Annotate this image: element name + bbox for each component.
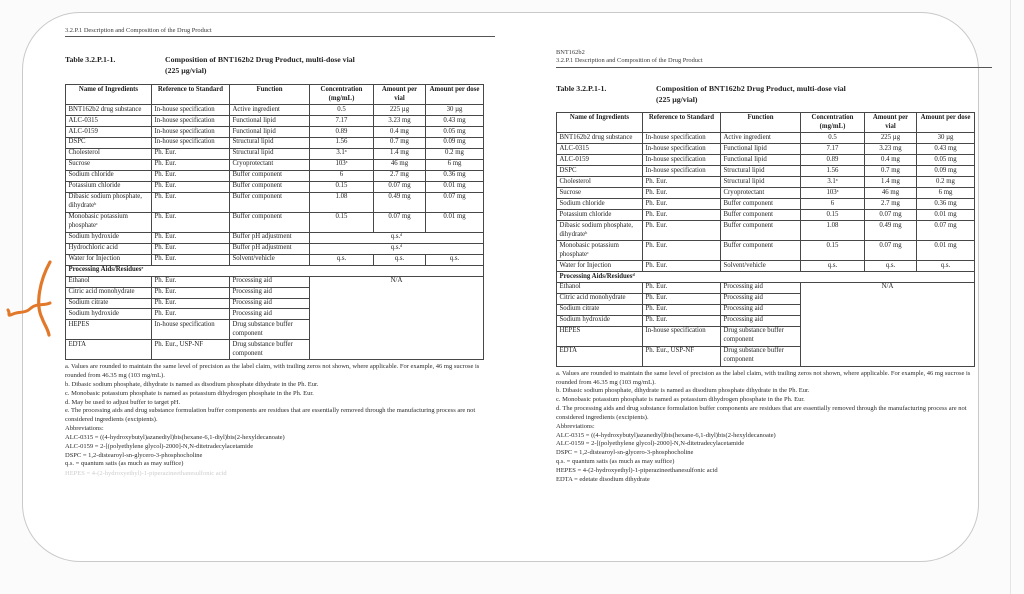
table-row	[557, 261, 975, 272]
table-cell: Sodium chloride	[557, 199, 643, 210]
table-row	[557, 133, 975, 144]
table-cell: DSPC	[557, 166, 643, 177]
table-cell: 0.15	[310, 181, 374, 192]
table-row	[557, 210, 975, 221]
table-cell: Ethanol	[66, 276, 152, 287]
table-cell: Function	[721, 113, 801, 133]
table-cell: In-house specification	[643, 166, 721, 177]
running-header-right: 3.2.P.1 Description and Composition of the Drug Product	[556, 57, 703, 65]
table-cell: 225 µg	[374, 105, 426, 116]
table-cell: Name of Ingredients	[66, 85, 152, 105]
footnote-line: Abbreviations:	[556, 422, 595, 430]
table-cell: Ph. Eur.	[643, 188, 721, 199]
table-row	[557, 241, 975, 261]
footnote-line: a. Values are rounded to maintain the same level of precision as the label claim, with trailing zeros not shown, where applicable. For example, 46 mg sucrose is rounded from 46.35 mg (103 mg/mL).	[556, 369, 971, 386]
table-cell: In-house specification	[152, 137, 230, 148]
table-cell: Amount per dose	[917, 113, 975, 133]
table-cell: 30 µg	[917, 133, 975, 144]
table-cell: 0.01 mg	[426, 212, 484, 232]
table-row	[66, 232, 484, 243]
table-title-line2-right: (225 µg/vial)	[656, 94, 698, 104]
composition-table-right	[556, 112, 975, 366]
table-cell: Ph. Eur.	[643, 177, 721, 188]
table-cell: 6	[801, 199, 865, 210]
footnotes-right	[556, 370, 992, 485]
table-cell: Structural lipid	[230, 137, 310, 148]
footnote-line: ALC-0159 = 2-[(polyethylene glycol)-2000]-N,N-ditetradecylacetamide	[556, 440, 745, 448]
table-cell: 0.05 mg	[917, 155, 975, 166]
table-cell: EDTA	[557, 346, 643, 366]
cutoff-text-left: HEPES = 4-(2-hydroxyethyl)-1-piperazineethanesulfonic acid	[65, 470, 227, 478]
table-cell: In-house specification	[643, 144, 721, 155]
table-cell: Sodium citrate	[557, 304, 643, 315]
table-cell: 46 mg	[374, 159, 426, 170]
table-title-right	[656, 84, 846, 106]
table-cell: Hydrochloric acid	[66, 243, 152, 254]
table-cell: Ph. Eur.	[152, 298, 230, 309]
table-cell: Ph. Eur.	[152, 212, 230, 232]
table-cell: Amount per vial	[865, 113, 917, 133]
table-cell: In-house specification	[152, 105, 230, 116]
table-cell: 0.07 mg	[865, 241, 917, 261]
table-cell: Amount per dose	[426, 85, 484, 105]
footnote-line: q.s. = quantum satis (as much as may suffice)	[556, 458, 675, 465]
table-cell: 0.09 mg	[426, 137, 484, 148]
table-cell: 225 µg	[865, 133, 917, 144]
table-cell: Processing aid	[230, 309, 310, 320]
footnote-line: ALC-0315 = ((4-hydroxybutyl)azanediyl)bis(hexane-6,1-diyl)bis(2-hexyldecanoate)	[65, 433, 285, 441]
table-cell: Concentration (mg/mL)	[801, 113, 865, 133]
running-header-left: 3.2.P.1 Description and Composition of the Drug Product	[65, 27, 212, 34]
table-cell: 1.4 mg	[374, 148, 426, 159]
table-cell: Ph. Eur.	[152, 243, 230, 254]
table-cell: ALC-0315	[557, 144, 643, 155]
table-cell: 0.7 mg	[374, 137, 426, 148]
table-cell: Cholesterol	[66, 148, 152, 159]
table-cell: Buffer pH adjustment	[230, 232, 310, 243]
table-cell: q.s.	[801, 261, 865, 272]
table-cell: Ph. Eur.	[152, 287, 230, 298]
table-cell: Buffer component	[230, 181, 310, 192]
table-cell: Sucrose	[557, 188, 643, 199]
table-cell: 0.15	[801, 241, 865, 261]
table-cell: Ph. Eur.	[643, 241, 721, 261]
table-cell: Ph. Eur.	[643, 221, 721, 241]
table-cell: 0.07 mg	[865, 210, 917, 221]
table-cell: 30 µg	[426, 105, 484, 116]
table-cell: q.s.ᵈ	[310, 243, 484, 254]
table-cell: q.s.ᵈ	[310, 232, 484, 243]
table-cell: Ph. Eur.	[152, 232, 230, 243]
table-cell: In-house specification	[152, 127, 230, 138]
table-row	[557, 155, 975, 166]
table-cell: 0.36 mg	[426, 170, 484, 181]
footnote-line: c. Monobasic potassium phosphate is named as potassium dihydrogen phosphate in the Ph. Eur.	[65, 389, 314, 397]
table-cell: Ph. Eur.	[152, 309, 230, 320]
table-cell: Concentration (mg/mL)	[310, 85, 374, 105]
table-cell: Buffer component	[230, 212, 310, 232]
table-cell: Buffer component	[721, 241, 801, 261]
table-cell: Dibasic sodium phosphate, dihydrateᵇ	[66, 192, 152, 212]
table-cell: 0.15	[310, 212, 374, 232]
table-cell: Ph. Eur.	[643, 315, 721, 326]
table-cell: 3.1ᵃ	[801, 177, 865, 188]
table-cell: 1.08	[310, 192, 374, 212]
table-cell: Ph. Eur.	[152, 159, 230, 170]
table-cell: 0.07 mg	[374, 212, 426, 232]
table-cell: Ph. Eur.	[152, 254, 230, 265]
table-label-left: Table 3.2.P.1-1.	[65, 55, 116, 65]
table-cell: 0.07 mg	[917, 221, 975, 241]
table-row	[66, 192, 484, 212]
footnote-line: HEPES = 4-(2-hydroxyethyl)-1-piperazineethanesulfonic acid	[556, 466, 718, 474]
table-cell: Amount per vial	[374, 85, 426, 105]
table-row	[66, 159, 484, 170]
footnote-line: d. May be used to adjust buffer to target pH.	[65, 398, 181, 406]
table-cell: Buffer component	[721, 221, 801, 241]
table-cell: ALC-0159	[557, 155, 643, 166]
table-row	[66, 254, 484, 265]
table-title-left	[165, 55, 355, 77]
footnote-line: ALC-0159 = 2-[(polyethylene glycol)-2000]-N,N-ditetradecylacetamide	[65, 442, 254, 450]
table-cell: Ph. Eur.	[152, 181, 230, 192]
table-cell: Citric acid monohydrate	[66, 287, 152, 298]
table-cell: Structural lipid	[230, 148, 310, 159]
table-cell: EDTA	[66, 340, 152, 360]
table-cell: Buffer component	[230, 192, 310, 212]
right-document-page	[556, 49, 992, 484]
table-title-line1-left: Composition of BNT162b2 Drug Product, multi-dose vial	[165, 55, 355, 65]
table-cell: Sucrose	[66, 159, 152, 170]
table-row	[557, 188, 975, 199]
table-cell: Water for Injection	[557, 261, 643, 272]
left-document-page	[65, 27, 495, 477]
table-cell: 3.1ᵃ	[310, 148, 374, 159]
table-cell: 1.56	[310, 137, 374, 148]
table-cell: Drug substance buffer component	[721, 346, 801, 366]
table-cell: 6 mg	[426, 159, 484, 170]
table-row	[66, 212, 484, 232]
table-cell: Monobasic potassium phosphateᶜ	[557, 241, 643, 261]
table-row	[557, 166, 975, 177]
table-row	[66, 265, 484, 276]
table-cell: Monobasic potassium phosphateᶜ	[66, 212, 152, 232]
table-cell: Name of Ingredients	[557, 113, 643, 133]
table-cell: Processing aid	[721, 304, 801, 315]
right-edge-divider	[1010, 0, 1011, 594]
table-cell: Functional lipid	[230, 127, 310, 138]
table-cell: Ph. Eur.	[643, 199, 721, 210]
table-cell: Sodium chloride	[66, 170, 152, 181]
table-cell: 1.56	[801, 166, 865, 177]
table-cell: 7.17	[310, 116, 374, 127]
table-cell: Sodium hydroxide	[557, 315, 643, 326]
footnote-line: EDTA = edetate disodium dihydrate	[556, 475, 650, 483]
table-row	[66, 105, 484, 116]
table-cell: Functional lipid	[721, 155, 801, 166]
table-cell: Ph. Eur.	[152, 148, 230, 159]
table-cell: Ph. Eur.	[643, 282, 721, 293]
table-row	[66, 170, 484, 181]
table-cell: q.s.	[426, 254, 484, 265]
table-cell: Drug substance buffer component	[230, 320, 310, 340]
footnote-line: ALC-0315 = ((4-hydroxybutyl)azanediyl)bis(hexane-6,1-diyl)bis(2-hexyldecanoate)	[556, 431, 776, 439]
table-cell: 0.07 mg	[374, 181, 426, 192]
table-cell: Buffer component	[721, 210, 801, 221]
table-cell: Processing aid	[230, 298, 310, 309]
table-cell: 0.09 mg	[917, 166, 975, 177]
table-cell: Processing aid	[230, 287, 310, 298]
table-cell: 0.4 mg	[865, 155, 917, 166]
table-cell: Buffer pH adjustment	[230, 243, 310, 254]
table-row	[66, 116, 484, 127]
table-cell: Cryoprotectant	[230, 159, 310, 170]
document-card	[22, 12, 979, 562]
table-cell: N/A	[801, 282, 975, 366]
table-cell: 0.2 mg	[426, 148, 484, 159]
table-label-right: Table 3.2.P.1-1.	[556, 83, 607, 93]
table-cell: ALC-0159	[66, 127, 152, 138]
table-cell: Cryoprotectant	[721, 188, 801, 199]
table-cell: Processing Aids/Residuesᵈ	[557, 272, 975, 283]
table-cell: Sodium hydroxide	[66, 309, 152, 320]
table-cell: BNT162b2 drug substance	[557, 133, 643, 144]
table-cell: q.s.	[310, 254, 374, 265]
table-cell: 103ᵃ	[801, 188, 865, 199]
table-cell: Potassium chloride	[66, 181, 152, 192]
table-cell: 0.89	[310, 127, 374, 138]
table-cell: 0.5	[801, 133, 865, 144]
table-cell: 0.2 mg	[917, 177, 975, 188]
footnote-line: DSPC = 1,2-distearoyl-sn-glycero-3-phosphocholine	[65, 451, 203, 459]
table-cell: Ph. Eur.	[152, 192, 230, 212]
table-cell: 0.49 mg	[374, 192, 426, 212]
footnote-line: b. Dibasic sodium phosphate, dihydrate is named as disodium phosphate dihydrate in the Ph. Eur.	[65, 380, 319, 388]
table-row	[557, 199, 975, 210]
table-cell: Ph. Eur.	[643, 293, 721, 304]
table-cell: HEPES	[557, 326, 643, 346]
table-cell: 3.23 mg	[865, 144, 917, 155]
table-cell: Functional lipid	[230, 116, 310, 127]
table-cell: In-house specification	[643, 133, 721, 144]
table-cell: Ph. Eur.	[643, 210, 721, 221]
table-cell: 7.17	[801, 144, 865, 155]
footnote-line: b. Dibasic sodium phosphate, dihydrate is named as disodium phosphate dihydrate in the Ph. Eur.	[556, 387, 810, 395]
header-rule-right	[556, 67, 992, 68]
table-cell: Processing aid	[721, 315, 801, 326]
table-cell: Cholesterol	[557, 177, 643, 188]
table-cell: 0.01 mg	[426, 181, 484, 192]
table-cell: Ph. Eur.	[152, 170, 230, 181]
table-cell: 2.7 mg	[374, 170, 426, 181]
table-cell: Water for Injection	[66, 254, 152, 265]
table-caption-right	[556, 84, 992, 106]
table-cell: 0.89	[801, 155, 865, 166]
table-caption-left	[65, 55, 495, 77]
table-cell: 46 mg	[865, 188, 917, 199]
table-cell: 0.01 mg	[917, 241, 975, 261]
table-cell: Buffer component	[721, 199, 801, 210]
table-row	[66, 181, 484, 192]
table-cell: Sodium hydroxide	[66, 232, 152, 243]
table-row	[66, 85, 484, 105]
table-cell: 0.43 mg	[917, 144, 975, 155]
table-cell: 6 mg	[917, 188, 975, 199]
table-cell: Drug substance buffer component	[230, 340, 310, 360]
table-cell: 0.01 mg	[917, 210, 975, 221]
table-title-line2-left: (225 µg/vial)	[165, 66, 207, 76]
footnote-line: a. Values are rounded to maintain the same level of precision as the label claim, with trailing zeros not shown, where applicable. For example, 46 mg sucrose is rounded from 46.35 mg (103 mg/mL).	[65, 363, 480, 380]
table-cell: q.s.	[374, 254, 426, 265]
table-cell: 0.5	[310, 105, 374, 116]
table-cell: Function	[230, 85, 310, 105]
table-row	[557, 144, 975, 155]
table-cell: Ph. Eur., USP-NF	[152, 340, 230, 360]
table-cell: 6	[310, 170, 374, 181]
table-cell: Ph. Eur.	[643, 304, 721, 315]
table-cell: 0.36 mg	[917, 199, 975, 210]
table-cell: Ph. Eur.	[643, 261, 721, 272]
table-row	[66, 137, 484, 148]
table-cell: Structural lipid	[721, 177, 801, 188]
table-cell: Citric acid monohydrate	[557, 293, 643, 304]
doc-id-right: BNT162b2	[556, 49, 585, 56]
table-cell: Ph. Eur., USP-NF	[643, 346, 721, 366]
footnote-line: d. The processing aids and drug substance formulation buffer components are residues that are essentially removed through the manufacturing process are not considered ingredients (excipients).	[556, 405, 967, 421]
handwritten-plus-annotation-icon	[2, 256, 62, 346]
footnotes-left	[65, 363, 495, 469]
table-row	[66, 127, 484, 138]
table-cell: Functional lipid	[721, 144, 801, 155]
table-row	[66, 276, 484, 287]
table-cell: Sodium citrate	[66, 298, 152, 309]
table-cell: DSPC	[66, 137, 152, 148]
table-cell: Solvent/vehicle	[230, 254, 310, 265]
table-row	[557, 272, 975, 283]
footnote-line: q.s. = quantum satis (as much as may suffice)	[65, 460, 184, 468]
table-cell: 1.08	[801, 221, 865, 241]
table-cell: Structural lipid	[721, 166, 801, 177]
table-cell: In-house specification	[152, 116, 230, 127]
table-cell: 103ᵃ	[310, 159, 374, 170]
table-cell: Drug substance buffer component	[721, 326, 801, 346]
table-cell: In-house specification	[643, 326, 721, 346]
table-cell: Active ingredient	[721, 133, 801, 144]
footnote-line: Abbreviations:	[65, 425, 104, 433]
table-cell: Solvent/vehicle	[721, 261, 801, 272]
table-cell: ALC-0315	[66, 116, 152, 127]
table-cell: Reference to Standard	[152, 85, 230, 105]
table-cell: Ph. Eur.	[152, 276, 230, 287]
table-cell: Processing Aids/Residuesᵉ	[66, 265, 484, 276]
header-rule-left	[65, 36, 495, 37]
composition-table-left	[65, 84, 484, 360]
table-title-line1-right: Composition of BNT162b2 Drug Product, multi-dose vial	[656, 83, 846, 93]
table-cell: 0.15	[801, 210, 865, 221]
table-cell: Processing aid	[721, 293, 801, 304]
table-cell: 0.4 mg	[374, 127, 426, 138]
table-cell: 0.7 mg	[865, 166, 917, 177]
table-cell: 2.7 mg	[865, 199, 917, 210]
table-cell: 0.05 mg	[426, 127, 484, 138]
table-row	[66, 148, 484, 159]
table-cell: 0.43 mg	[426, 116, 484, 127]
table-cell: 1.4 mg	[865, 177, 917, 188]
table-cell: BNT162b2 drug substance	[66, 105, 152, 116]
footnote-line: c. Monobasic potassium phosphate is named as potassium dihydrogen phosphate in the Ph. Eur.	[556, 396, 805, 404]
table-row	[66, 243, 484, 254]
table-cell: Reference to Standard	[643, 113, 721, 133]
table-cell: HEPES	[66, 320, 152, 340]
table-cell: Processing aid	[721, 282, 801, 293]
table-cell: N/A	[310, 276, 484, 360]
table-cell: q.s.	[917, 261, 975, 272]
table-cell: 0.07 mg	[426, 192, 484, 212]
table-cell: q.s.	[865, 261, 917, 272]
table-cell: Potassium chloride	[557, 210, 643, 221]
table-row	[557, 177, 975, 188]
table-cell: Processing aid	[230, 276, 310, 287]
table-row	[557, 113, 975, 133]
table-cell: Ethanol	[557, 282, 643, 293]
table-cell: In-house specification	[152, 320, 230, 340]
table-cell: Buffer component	[230, 170, 310, 181]
table-cell: Dibasic sodium phosphate, dihydrateᵇ	[557, 221, 643, 241]
table-row	[557, 221, 975, 241]
table-cell: In-house specification	[643, 155, 721, 166]
footnote-line: e. The processing aids and drug substance formulation buffer components are residues that are essentially removed through the manufacturing process are not considered ingredients (excipients).	[65, 407, 476, 424]
table-row	[557, 282, 975, 293]
table-cell: Active ingredient	[230, 105, 310, 116]
footnote-line: DSPC = 1,2-distearoyl-sn-glycero-3-phosphocholine	[556, 449, 694, 457]
table-cell: 3.23 mg	[374, 116, 426, 127]
table-cell: 0.49 mg	[865, 221, 917, 241]
